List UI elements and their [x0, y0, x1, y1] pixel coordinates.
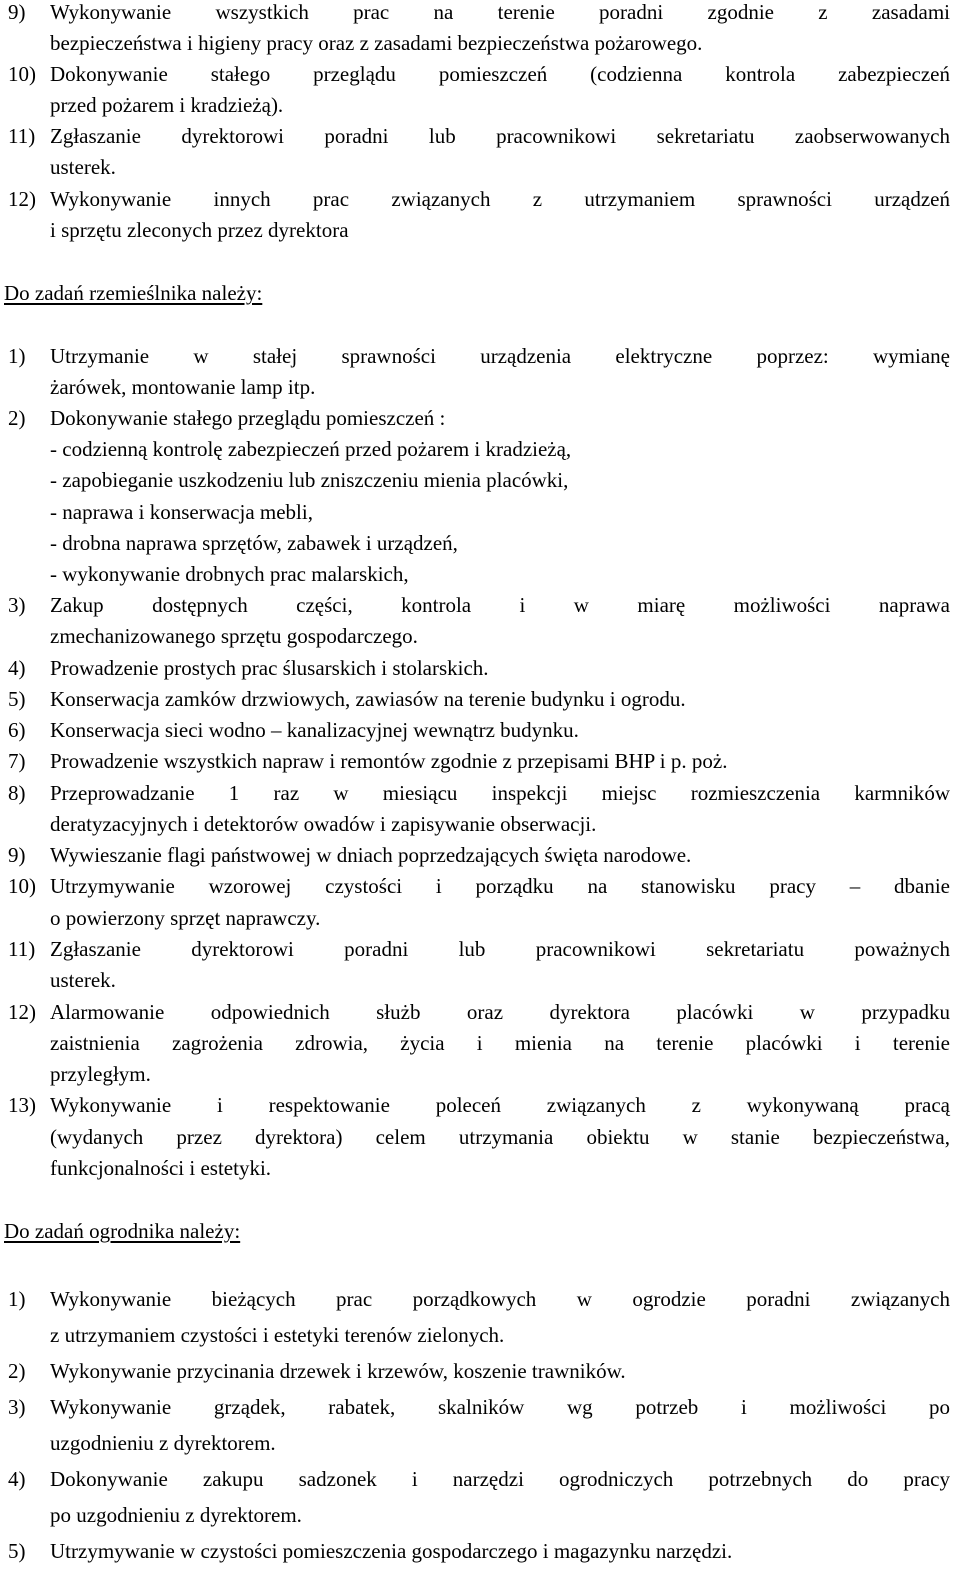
list-item-number: 8) Przeprowadzanie 1 raz w miesiącu inspekcji miejsc rozmieszczenia karmników [0, 778, 960, 808]
list-item-text: Utrzymywanie w czystości pomieszczenia gospodarczego i magazynku narzędzi. [50, 1539, 733, 1563]
list-item-text: Wywieszanie flagi państwowej w dniach poprzedzających święta narodowe. [50, 843, 692, 867]
list-item-text: Zakup dostępnych części, kontrola i w miarę możliwości naprawa [50, 593, 950, 617]
list-item-text: o powierzony sprzęt naprawczy. [50, 906, 321, 930]
list-item-text: Utrzymanie w stałej sprawności urządzenia elektryczne poprzez: wymianę [50, 344, 950, 368]
list-item-text: Przeprowadzanie 1 raz w miesiącu inspekcji miejsc rozmieszczenia karmników [50, 781, 950, 805]
section-heading-ogrodnik: Do zadań ogrodnika należy: [4, 1219, 241, 1243]
list-item-text: bezpieczeństwa i higieny pracy oraz z zasadami bezpieczeństwa pożarowego. [50, 31, 703, 55]
list-item-text: Wykonywanie wszystkich prac na terenie poradni zgodnie z zasadami [50, 0, 950, 24]
list-item-text: Konserwacja zamków drzwiowych, zawiasów na terenie budynku i ogrodu. [50, 687, 686, 711]
list-item-number: 12) Alarmowanie odpowiednich służb oraz dyrektora placówki w przypadku [0, 997, 960, 1027]
list-item-text: i sprzętu zleconych przez dyrektora [50, 218, 349, 242]
list-item-text: Dokonywanie zakupu sadzonek i narzędzi ogrodniczych potrzebnych do pracy [50, 1467, 950, 1491]
list-item-number: 4) Prowadzenie prostych prac ślusarskich i stolarskich. [0, 653, 960, 683]
list-item-text: zaistnienia zagrożenia zdrowia, życia i mienia na terenie placówki i terenie [50, 1031, 950, 1055]
list-item-text: Wykonywanie bieżących prac porządkowych w ogrodzie poradni związanych [50, 1287, 950, 1311]
list-item-number: 9) Wykonywanie wszystkich prac na terenie poradni zgodnie z zasadami [0, 0, 960, 27]
list-item-text: Prowadzenie wszystkich napraw i remontów zgodnie z przepisami BHP i p. poż. [50, 749, 728, 773]
list-item-text: (wydanych przez dyrektora) celem utrzymania obiektu w stanie bezpieczeństwa, [50, 1125, 950, 1149]
list-item-text: przyległym. [50, 1062, 151, 1086]
list-item-text: Utrzymywanie wzorowej czystości i porządku na stanowisku pracy – dbanie [50, 874, 950, 898]
list-item-text: Alarmowanie odpowiednich służb oraz dyrektora placówki w przypadku [50, 1000, 950, 1024]
list-item-text: Dokonywanie stałego przeglądu pomieszczeń (codzienna kontrola zabezpieczeń [50, 62, 950, 86]
list-item-number: 3) Zakup dostępnych części, kontrola i w miarę możliwości naprawa [0, 590, 960, 620]
list-item-number: 11) Zgłaszanie dyrektorowi poradni lub pracownikowi sekretariatu poważnych [0, 934, 960, 964]
list-item-text: deratyzacyjnych i detektorów owadów i zapisywanie obserwacji. [50, 812, 597, 836]
list-item-text: Konserwacja sieci wodno – kanalizacyjnej wewnątrz budynku. [50, 718, 579, 742]
list-item-text: usterek. [50, 968, 116, 992]
list-item-number: 7) Prowadzenie wszystkich napraw i remontów zgodnie z przepisami BHP i p. poż. [0, 746, 960, 776]
list-item-number: 13) Wykonywanie i respektowanie poleceń związanych z wykonywaną pracą [0, 1090, 960, 1120]
list-item-text: Zgłaszanie dyrektorowi poradni lub pracownikowi sekretariatu zaobserwowanych [50, 124, 950, 148]
list-item-number: 10) Dokonywanie stałego przeglądu pomieszczeń (codzienna kontrola zabezpieczeń [0, 59, 960, 89]
list-item-number: 9) Wywieszanie flagi państwowej w dniach poprzedzających święta narodowe. [0, 840, 960, 870]
list-item-number: 3) Wykonywanie grządek, rabatek, skalników wg potrzeb i możliwości po [0, 1392, 960, 1422]
list-item-number: 2) Dokonywanie stałego przeglądu pomieszczeń : [0, 403, 960, 433]
list-item-number: 12) Wykonywanie innych prac związanych z utrzymaniem sprawności urządzeń [0, 184, 960, 214]
sub-item: - codzienną kontrolę zabezpieczeń przed pożarem i kradzieżą, [50, 437, 572, 461]
list-item-text: Wykonywanie innych prac związanych z utrzymaniem sprawności urządzeń [50, 187, 950, 211]
sub-item: - zapobieganie uszkodzeniu lub zniszczeniu mienia placówki, [50, 468, 569, 492]
list-item-text: Dokonywanie stałego przeglądu pomieszczeń : [50, 406, 446, 430]
list-item-text: zmechanizowanego sprzętu gospodarczego. [50, 624, 418, 648]
list-item-text: funkcjonalności i estetyki. [50, 1156, 272, 1180]
list-item-number: 4) Dokonywanie zakupu sadzonek i narzędzi ogrodniczych potrzebnych do pracy [0, 1464, 960, 1494]
list-item-text: żarówek, montowanie lamp itp. [50, 375, 316, 399]
sub-item: - wykonywanie drobnych prac malarskich, [50, 562, 409, 586]
list-item-number: 1) Utrzymanie w stałej sprawności urządzenia elektryczne poprzez: wymianę [0, 341, 960, 371]
list-item-number: 6) Konserwacja sieci wodno – kanalizacyjnej wewnątrz budynku. [0, 715, 960, 745]
list-item-text: po uzgodnieniu z dyrektorem. [50, 1503, 302, 1527]
list-item-number: 11) Zgłaszanie dyrektorowi poradni lub pracownikowi sekretariatu zaobserwowanych [0, 121, 960, 151]
list-item-text: przed pożarem i kradzieżą). [50, 93, 284, 117]
sub-item: - drobna naprawa sprzętów, zabawek i urządzeń, [50, 531, 458, 555]
list-item-number: 5) Konserwacja zamków drzwiowych, zawiasów na terenie budynku i ogrodu. [0, 684, 960, 714]
sub-item: - naprawa i konserwacja mebli, [50, 500, 313, 524]
list-item-text: z utrzymaniem czystości i estetyki terenów zielonych. [50, 1323, 505, 1347]
list-item-number: 2) Wykonywanie przycinania drzewek i krzewów, koszenie trawników. [0, 1356, 960, 1386]
list-item-number: 5) Utrzymywanie w czystości pomieszczenia gospodarczego i magazynku narzędzi. [0, 1536, 960, 1566]
list-item-text: Zgłaszanie dyrektorowi poradni lub pracownikowi sekretariatu poważnych [50, 937, 950, 961]
list-item-text: Prowadzenie prostych prac ślusarskich i stolarskich. [50, 656, 489, 680]
list-item-text: usterek. [50, 155, 116, 179]
list-item-text: Wykonywanie przycinania drzewek i krzewów, koszenie trawników. [50, 1359, 626, 1383]
list-item-text: Wykonywanie grządek, rabatek, skalników wg potrzeb i możliwości po [50, 1395, 950, 1419]
list-item-number: 10) Utrzymywanie wzorowej czystości i porządku na stanowisku pracy – dbanie [0, 871, 960, 901]
list-item-text: uzgodnieniu z dyrektorem. [50, 1431, 276, 1455]
list-item-text: Wykonywanie i respektowanie poleceń związanych z wykonywaną pracą [50, 1093, 950, 1117]
list-item-number: 1) Wykonywanie bieżących prac porządkowych w ogrodzie poradni związanych [0, 1284, 960, 1314]
section-heading-rzemieslnik: Do zadań rzemieślnika należy: [4, 281, 263, 305]
